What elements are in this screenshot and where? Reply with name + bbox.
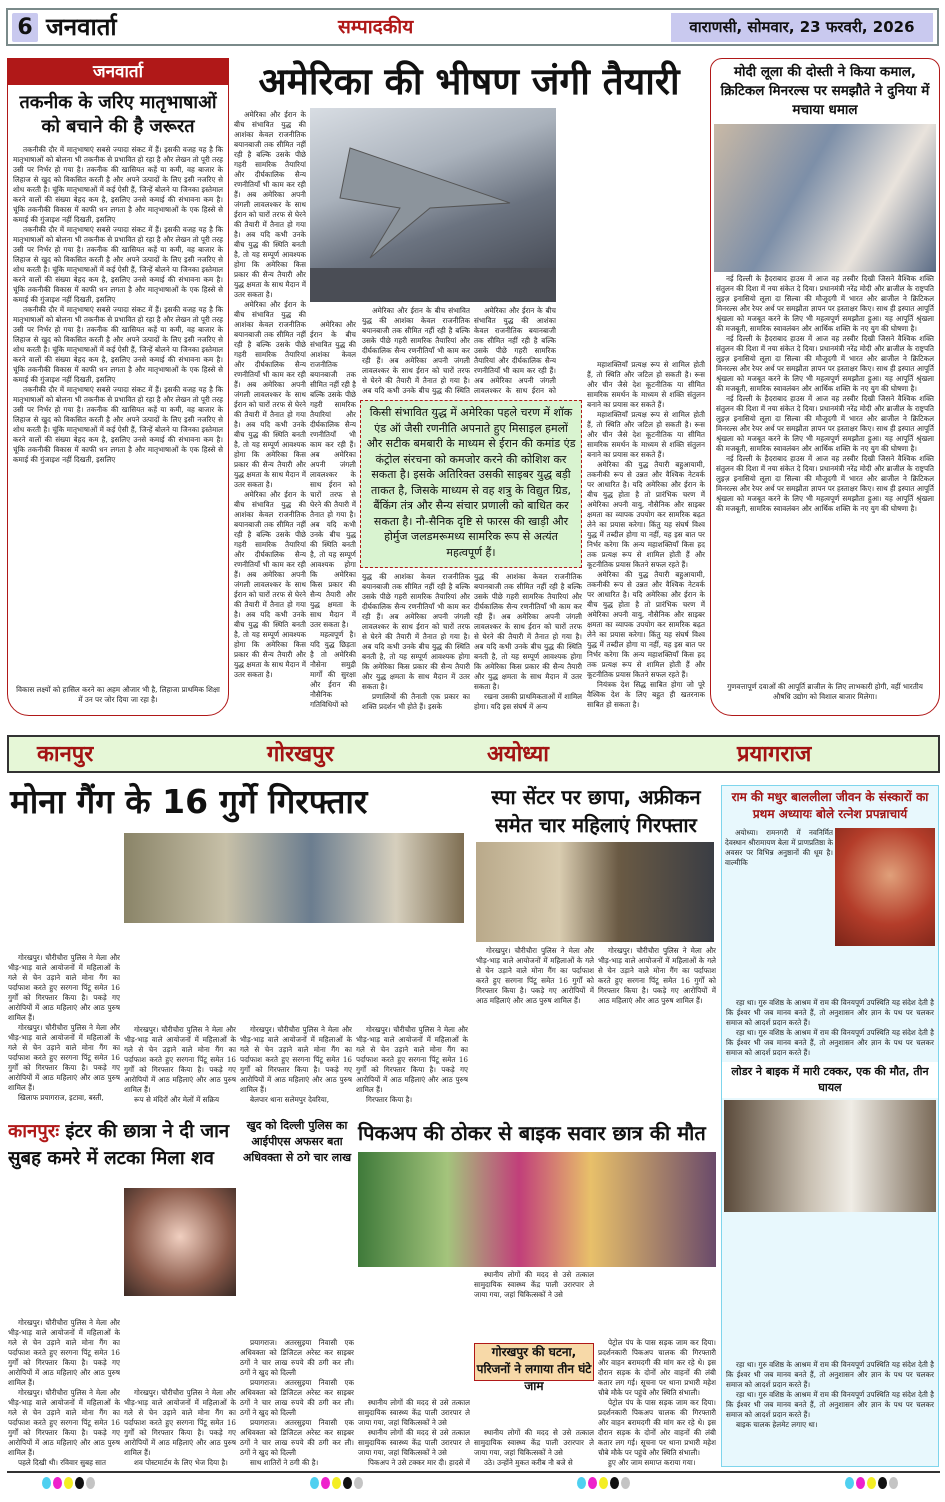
bottom-rule <box>7 1471 940 1473</box>
kanpur-col2-tail: शव पोस्टमार्टम के लिए भेज दिया है। <box>134 1458 228 1467</box>
student-photo <box>124 1188 236 1296</box>
gorakhpur-col-1 <box>8 835 120 1103</box>
main-col-4 <box>474 306 556 396</box>
registration-dot-black <box>610 1477 619 1489</box>
fraud-para: प्रयागराज। अतरसुइया निवासी एक अधिवक्ता को डिजिटल अरेस्ट कर साइबर ठगों ने चार लाख रुपये की ठगी कर ली। ठगों ने खुद को दिल्ली <box>240 1378 354 1417</box>
main-col-4-lower <box>474 572 582 712</box>
pickup-para: स्थानीय लोगों की मदद से उसे तत्काल सामुदायिक स्वास्थ्य केंद्र पाली उरारपार ले जाया गया, जहां चिकित्सकों ने उसे <box>358 1428 470 1457</box>
fraud-para: प्रयागराज। अतरसुइया निवासी एक अधिवक्ता को डिजिटल अरेस्ट कर साइबर ठगों ने चार लाख रुपये की ठगी कर ली। ठगों ने खुद को दिल्ली <box>240 1338 354 1377</box>
main-col-3-bottom: प्रणालियों की तैनाती एक प्रकार का शक्ति प्रदर्शन भी होते हैं। इसके <box>362 692 470 711</box>
city-prayagraj: प्रयागराज <box>737 742 812 767</box>
city-bar <box>7 735 940 773</box>
left-article-headline: तकनीक के जरिए मातृभाषाओं को बचाने की है जरूरत <box>19 92 217 137</box>
main-col-3 <box>362 306 470 396</box>
main-col-5-top: महाशक्तियाँ प्रत्यक्ष रूप से शामिल होती हैं, तो स्थिति और जटिल हो सकती है। रूस और चीन जैसे देश कूटनीतिक या सीमित सामरिक समर्थन के माध्यम से शक्ति संतुलन बनाने का प्रयास कर सकते हैं। <box>587 360 705 409</box>
prayagraj-para: रहा था। गुरु वशिष्ठ के आश्रम में राम की विनयपूर्ण उपस्थिति यह संदेश देती है कि ईश्वर भी जब मानव बनते हैं, तो अनुशासन और ज्ञान के पथ पर चलकर समाज को आदर्श प्रदान करते हैं। <box>726 998 934 1027</box>
gorakhpur-para: गोरखपुर। चौरीचौरा पुलिस ने मेला और भीड़-भाड़ वाले आयोजनों में महिलाओं के गले से चेन उड़ाने वाले मोना गैंग का पर्दाफाश करते हुए सरगना पिंटू समेत 16 गुर्गों को गिरफ्तार किया है। पकड़े गए आरोपियों में आठ महिलाएं और आठ पुरुष शामिल हैं। <box>8 953 120 1022</box>
registration-dot-grey <box>354 1477 363 1489</box>
page-number: 6 <box>12 13 38 42</box>
main-col-4-lower-text: युद्ध की आशंका केवल राजनीतिक बयानबाजी तक सीमित नहीं रही है बल्कि उसके पीछे गहरी सामरिक तैयारियां और दीर्घकालिक सैन्य रणनीतियाँ भी काम कर रही हैं। अब अमेरिका अपनी जंगली लावलश्कर के साथ ईरान को चारों तरफ से घेरने की तैयारी में तैनात हो गया है। अब यदि कभी उनके बीच युद्ध की स्थिति बनती है, तो यह सम्पूर्ण आवश्यक होगा कि अमेरिका किस प्रकार की सैन्य तैयारी और युद्ध क्षमता के साथ मैदान में उतर सकता है। <box>474 572 582 691</box>
pickup-tail: पिकअप ने उसे टक्कर मार दी। हादसे में <box>368 1458 470 1467</box>
gorakhpur-para: गोरखपुर। चौरीचौरा पुलिस ने मेला और भीड़-भाड़ वाले आयोजनों में महिलाओं के गले से चेन उड़ाने वाले मोना गैंग का पर्दाफाश करते हुए सरगना पिंटू समेत 16 गुर्गों को गिरफ्तार किया है। पकड़े गए आरोपियों में आठ महिलाएं और आठ पुरुष शामिल हैं। <box>8 1023 120 1092</box>
pull-quote: किसी संभावित युद्ध में अमेरिका पहले चरण में शॉक एंड ऑ जैसी रणनीति अपनाते हुए मिसाइल हमलों और सटीक बमबारी के माध्यम से ईरान की कमांड एंड कंट्रोल संरचना को कमजोर करने की कोशिश कर सकता है। इसके अतिरिक्त उसकी साइबर युद्ध बड़ी ताकत है, जिसके माध्यम से वह शत्रु के विद्युत ग्रिड, बैंकिंग तंत्र और सैन्य संचार प्रणाली को बाधित कर सकता है। नौ-सैनिक दृष्टि से फारस की खाड़ी और होर्मुज जलडमरूमध्य सामरिक रूप से अत्यंत महत्वपूर्ण हैं। <box>360 400 582 568</box>
gorakhpur-col-2 <box>124 930 236 1105</box>
main-col-1 <box>234 110 306 710</box>
pickup-headline: पिकअप की ठोकर से बाइक सवार छात्र की मौत <box>358 1121 706 1145</box>
pickup-para: स्थानीय लोगों की मदद से उसे तत्काल सामुदायिक स्वास्थ्य केंद्र पाली उरारपार ले जाया गया, जहां चिकित्सकों ने उसे <box>358 1398 470 1427</box>
main-col-5-mid: अमेरिका की युद्ध तैयारी बहुआयामी, तकनीकी रूप से उन्नत और वैश्विक नेटवर्क पर आधारित है। यदि अमेरिका और ईरान के बीच युद्ध होता है तो प्रारंभिक चरण में अमेरिका अपनी वायु, नौसैनिक और साइबर क्षमता का व्यापक उपयोग कर सामरिक बढ़त लेने का प्रयास करेगा। किंतु यह संघर्ष विश्व युद्ध में तब्दील होगा या नहीं, यह इस बात पर निर्भर करेगा कि अन्य महाशक्तियाँ किस हद तक प्रत्यक्ष रूप से शामिल होती हैं और कूटनीतिक प्रयास कितने सफल रहते हैं। <box>587 570 705 679</box>
loader-para: रहा था। गुरु वशिष्ठ के आश्रम में राम की विनयपूर्ण उपस्थिति यह संदेश देती है कि ईश्वर भी जब मानव बनते हैं, तो अनुशासन और ज्ञान के पथ पर चलकर समाज को आदर्श प्रदान करते हैं। <box>726 1390 934 1419</box>
city-kanpur: कानपुर <box>37 742 94 767</box>
pickup-col-2 <box>474 1270 594 1340</box>
main-col-3-lower-text: युद्ध की आशंका केवल राजनीतिक बयानबाजी तक सीमित नहीं रही है बल्कि उसके पीछे गहरी सामरिक तैयारियां और दीर्घकालिक सैन्य रणनीतियाँ भी काम कर रही हैं। अब अमेरिका अपनी जंगली लावलश्कर के साथ ईरान को चारों तरफ से घेरने की तैयारी में तैनात हो गया है। अब यदि कभी उनके बीच युद्ध की स्थिति बनती है, तो यह सम्पूर्ण आवश्यक होगा कि अमेरिका किस प्रकार की सैन्य तैयारी और युद्ध क्षमता के साथ मैदान में उतर सकता है। <box>362 572 470 691</box>
kanpur-headline-prefix: कानपुरः <box>8 1121 60 1142</box>
gorakhpur-col-4 <box>356 930 468 1105</box>
right-article-para: नई दिल्ली के हैदराबाद हाउस में आज वह तस्वीर दिखी जिसने वैश्विक शक्ति संतुलन की दिशा में नया संकेत दे दिया। प्रधानमंत्री नरेंद्र मोदी और ब्राजील के राष्ट्रपति लुइज़ इनासियो लूला दा सिल्वा की मौजूदगी में भारत और ब्राजील ने क्रिटिकल मिनरल्स और रेयर अर्थ पर समझौता ज्ञापन पर हस्ताक्षर किए। साथ ही इस्पात आपूर्ति श्रृंखला को मजबूत करने के लिए भी महत्वपूर्ण समझौता हुआ। यह आपूर्ति श्रृंखला की मजबूती, सामरिक स्वावलंबन और आर्थिक शक्ति के नए युग की घोषणा है। <box>716 274 934 333</box>
prayagraj-para: अयोध्या। रामनगरी में नवनिर्मित देवस्थान श्रीरामायण बेला में प्राणप्रतिष्ठा के अवसर पर विभिन्न अनुष्ठानों की धूम है। वाल्मीकि <box>725 828 833 867</box>
left-article-closing: विकास लक्ष्यों को हासिल करने का अहम औजार भी है, लिहाजा प्राथमिक शिक्षा में उन पर जोर दिया जा रहा है। <box>16 685 220 704</box>
left-article-para: तकनीकी दौर में मातृभाषाएं सबसे ज्यादा संकट में हैं। इसकी वजह यह है कि मातृभाषाओं को बोलना भी तकनीक से प्रभावित हो रहा है और लेखन तो पूरी तरह उसी पर निर्भर हो गया है। तकनीक की खासियत कहें या कमी, वह बाजार के लिहाज से खुद को विकसित करती है और अपने उत्पादों के लिए इसी नजरिए से शोध करती है। चूंकि मातृभाषाओं में कई ऐसी हैं, जिन्हें बोलने या जिनका इस्तेमाल करने वालों की संख्या बेहद कम है, इसलिए उनसे कमाई की संभावना कम है। चूंकि तकनीकी विकास में काफी धन लगता है और मातृभाषाओं के एक हिस्से से कमाई की गुंजाइश नहीं दिखती, इसलिए <box>13 385 223 464</box>
spa-raid-photo <box>476 842 714 942</box>
fraud-body <box>240 1172 354 1468</box>
registration-dot-magenta <box>588 1477 597 1489</box>
fighter-jet-photo <box>310 108 556 302</box>
left-article-band: जनवार्ता <box>8 59 228 85</box>
prayagraj-para: रहा था। गुरु वशिष्ठ के आश्रम में राम की विनयपूर्ण उपस्थिति यह संदेश देती है कि ईश्वर भी जब मानव बनते हैं, तो अनुशासन और ज्ञान के पथ पर चलकर समाज को आदर्श प्रदान करते हैं। <box>726 1028 934 1057</box>
registration-mark-group <box>42 1477 95 1485</box>
left-article <box>7 58 229 716</box>
registration-dot-cyan <box>845 1477 854 1489</box>
gorakhpur-tail: खिलाफ प्रयागराज, इटावा, बस्ती, <box>18 1093 104 1102</box>
pickup-para: स्थानीय लोगों की मदद से उसे तत्काल सामुदायिक स्वास्थ्य केंद्र पाली उरारपार ले जाया गया, जहां चिकित्सकों ने उसे <box>474 1270 594 1299</box>
fraud-tail: साथ शातिरों ने ठगी की है। <box>250 1458 319 1467</box>
main-col-1-text: अमेरिका और ईरान के बीच संभावित युद्ध की आशंका केवल राजनीतिक बयानबाजी तक सीमित नहीं रही है बल्कि उसके पीछे गहरी सामरिक तैयारियां और दीर्घकालिक सैन्य रणनीतियाँ भी काम कर रही हैं। अब अमेरिका अपनी जंगली लावलश्कर के साथ ईरान को चारों तरफ से घेरने की तैयारी में तैनात हो गया है। अब यदि कभी उनके बीच युद्ध की स्थिति बनती है, तो यह सम्पूर्ण आवश्यक होगा कि अमेरिका किस प्रकार की सैन्य तैयारी और युद्ध क्षमता के साथ मैदान में उतर सकता है। <box>234 110 306 299</box>
masthead <box>6 8 939 46</box>
main-col-2 <box>310 306 356 710</box>
main-col-5-top: महाशक्तियाँ प्रत्यक्ष रूप से शामिल होती हैं, तो स्थिति और जटिल हो सकती है। रूस और चीन जैसे देश कूटनीतिक या सीमित सामरिक समर्थन के माध्यम से शक्ति संतुलन बनाने का प्रयास कर सकते हैं। <box>587 410 705 459</box>
main-col-5 <box>587 110 705 710</box>
ayodhya-col-1 <box>476 946 594 1101</box>
main-col-1-text: अमेरिका और ईरान के बीच संभावित युद्ध की आशंका केवल राजनीतिक बयानबाजी तक सीमित नहीं रही है बल्कि उसके पीछे गहरी सामरिक तैयारियां और दीर्घकालिक सैन्य रणनीतियाँ भी काम कर रही हैं। अब अमेरिका अपनी जंगली लावलश्कर के साथ ईरान को चारों तरफ से घेरने की तैयारी में तैनात हो गया है। अब यदि कभी उनके बीच युद्ध की स्थिति बनती है, तो यह सम्पूर्ण आवश्यक होगा कि अमेरिका किस प्रकार की सैन्य तैयारी और युद्ध क्षमता के साथ मैदान में उतर सकता है। <box>234 490 306 679</box>
loader-body <box>722 1212 938 1432</box>
prayagraj-box <box>721 785 939 1467</box>
left-article-body <box>8 145 228 685</box>
kanpur-para: गोरखपुर। चौरीचौरा पुलिस ने मेला और भीड़-भाड़ वाले आयोजनों में महिलाओं के गले से चेन उड़ाने वाले मोना गैंग का पर्दाफाश करते हुए सरगना पिंटू समेत 16 गुर्गों को गिरफ्तार किया है। पकड़े गए आरोपियों में आठ महिलाएं और आठ पुरुष शामिल हैं। <box>8 1388 120 1457</box>
right-article-body <box>711 272 939 682</box>
registration-mark-group <box>577 1477 630 1485</box>
gorakhpur-col-3 <box>240 930 352 1105</box>
kanpur-col-1 <box>8 1184 120 1468</box>
gorakhpur-para: गोरखपुर। चौरीचौरा पुलिस ने मेला और भीड़-भाड़ वाले आयोजनों में महिलाओं के गले से चेन उड़ाने वाले मोना गैंग का पर्दाफाश करते हुए सरगना पिंटू समेत 16 गुर्गों को गिरफ्तार किया है। पकड़े गए आरोपियों में आठ महिलाएं और आठ पुरुष शामिल हैं। <box>240 1025 352 1094</box>
loader-accident-photo <box>724 1100 936 1212</box>
kanpur-headline-text: इंटर की छात्रा ने दी जान सुबह कमरे में लटका मिला शव <box>8 1121 230 1169</box>
kanpur-tail: पहले दिखी थी। रविवार सुबह सात <box>18 1458 106 1467</box>
right-article-para: नई दिल्ली के हैदराबाद हाउस में आज वह तस्वीर दिखी जिसने वैश्विक शक्ति संतुलन की दिशा में नया संकेत दे दिया। प्रधानमंत्री नरेंद्र मोदी और ब्राजील के राष्ट्रपति लुइज़ इनासियो लूला दा सिल्वा की मौजूदगी में भारत और ब्राजील ने क्रिटिकल मिनरल्स और रेयर अर्थ पर समझौता ज्ञापन पर हस्ताक्षर किए। साथ ही इस्पात आपूर्ति श्रृंखला को मजबूत करने के लिए भी महत्वपूर्ण समझौता हुआ। यह आपूर्ति श्रृंखला की मजबूती, सामरिक स्वावलंबन और आर्थिक शक्ति के नए युग की घोषणा है। <box>716 334 934 393</box>
gorakhpur-headline: मोना गैंग के 16 गुर्गे गिरफ्तार <box>10 782 368 821</box>
right-article-para: नई दिल्ली के हैदराबाद हाउस में आज वह तस्वीर दिखी जिसने वैश्विक शक्ति संतुलन की दिशा में नया संकेत दे दिया। प्रधानमंत्री नरेंद्र मोदी और ब्राजील के राष्ट्रपति लुइज़ इनासियो लूला दा सिल्वा की मौजूदगी में भारत और ब्राजील ने क्रिटिकल मिनरल्स और रेयर अर्थ पर समझौता ज्ञापन पर हस्ताक्षर किए। साथ ही इस्पात आपूर्ति श्रृंखला को मजबूत करने के लिए भी महत्वपूर्ण समझौता हुआ। यह आपूर्ति श्रृंखला की मजबूती, सामरिक स्वावलंबन और आर्थिक शक्ति के नए युग की घोषणा है। <box>716 454 934 513</box>
gorakhpur-col2-tail: रूप से मंदिरों और मेलों में सक्रिय <box>134 1095 220 1104</box>
city-ayodhya: अयोध्या <box>487 742 549 767</box>
modi-lula-photo <box>714 124 936 272</box>
paper-name: जनवार्ता <box>46 13 117 41</box>
registration-dot-yellow <box>64 1477 73 1489</box>
right-article-headline: मोदी लूला की दोस्ती ने किया कमाल, क्रिटिकल मिनरल्स पर समझौते ने दुनिया में मचाया धमाल <box>720 64 930 118</box>
pickup-col-2-lower <box>474 1385 594 1468</box>
pickup-para: स्थानीय लोगों की मदद से उसे तत्काल सामुदायिक स्वास्थ्य केंद्र पाली उरारपार ले जाया गया, जहां चिकित्सकों ने उसे <box>474 1428 594 1457</box>
registration-dot-grey <box>889 1477 898 1489</box>
loader-headline: लोडर ने बाइक में मारी टक्कर, एक की मौत, तीन घायल <box>722 1062 938 1098</box>
loader-para: रहा था। गुरु वशिष्ठ के आश्रम में राम की विनयपूर्ण उपस्थिति यह संदेश देती है कि ईश्वर भी जब मानव बनते हैं, तो अनुशासन और ज्ञान के पथ पर चलकर समाज को आदर्श प्रदान करते हैं। <box>726 1360 934 1389</box>
main-col-5-bottom: नियंत्रक देश सिद्ध साबित होगा जो पूरे वैश्विक देश के लिए बहुत ही खतरनाक साबित हो सकता है। <box>587 680 705 709</box>
registration-dot-yellow <box>599 1477 608 1489</box>
gorakhpur-para: गोरखपुर। चौरीचौरा पुलिस ने मेला और भीड़-भाड़ वाले आयोजनों में महिलाओं के गले से चेन उड़ाने वाले मोना गैंग का पर्दाफाश करते हुए सरगना पिंटू समेत 16 गुर्गों को गिरफ्तार किया है। पकड़े गए आरोपियों में आठ महिलाएं और आठ पुरुष शामिल हैं। <box>124 1025 236 1094</box>
right-article <box>710 58 940 716</box>
pickup-para: पेट्रोल पंप के पास सड़क जाम कर दिया। प्रदर्शनकारी पिकअप चालक की गिरफ्तारी और वाहन बरामदगी की मांग कर रहे थे। इस दौरान सड़क के दोनों ओर वाहनों की लंबी कतार लग गई। सूचना पर थाना प्रभारी महेश चौबे मौके पर पहुंचे और स्थिति संभाली। <box>598 1338 716 1397</box>
kanpur-para: गोरखपुर। चौरीचौरा पुलिस ने मेला और भीड़-भाड़ वाले आयोजनों में महिलाओं के गले से चेन उड़ाने वाले मोना गैंग का पर्दाफाश करते हुए सरगना पिंटू समेत 16 गुर्गों को गिरफ्तार किया है। पकड़े गए आरोपियों में आठ महिलाएं और आठ पुरुष शामिल हैं। <box>8 1318 120 1387</box>
city-gorakhpur: गोरखपुर <box>267 742 334 767</box>
right-article-closing: गुणवत्तापूर्ण दवाओं की आपूर्ति ब्राजील के लिए लाभकारी होगी, वहीं भारतीय औषधि उद्योग को विशाल बाजार मिलेगा। <box>727 682 923 701</box>
registration-mark-group <box>310 1477 363 1485</box>
accident-family-photo <box>358 1152 716 1267</box>
pickup-col-3 <box>598 1270 716 1468</box>
registration-dot-magenta <box>321 1477 330 1489</box>
registration-dot-yellow <box>332 1477 341 1489</box>
prayagraj-headline: राम की मधुर बाललीला जीवन के संस्कारों का प्रथम अध्यायः बोले रत्नेश प्रपन्नाचार्य <box>731 790 929 821</box>
prayagraj-body-top <box>725 828 833 948</box>
registration-dot-black <box>343 1477 352 1489</box>
left-article-para: तकनीकी दौर में मातृभाषाएं सबसे ज्यादा संकट में हैं। इसकी वजह यह है कि मातृभाषाओं को बोलना भी तकनीक से प्रभावित हो रहा है और लेखन तो पूरी तरह उसी पर निर्भर हो गया है। तकनीक की खासियत कहें या कमी, वह बाजार के लिहाज से खुद को विकसित करती है और अपने उत्पादों के लिए इसी नजरिए से शोध करती है। चूंकि मातृभाषाओं में कई ऐसी हैं, जिन्हें बोलने या जिनका इस्तेमाल करने वालों की संख्या बेहद कम है, इसलिए उनसे कमाई की संभावना कम है। चूंकि तकनीकी विकास में काफी धन लगता है और मातृभाषाओं के एक हिस्से से कमाई की गुंजाइश नहीं दिखती, इसलिए <box>13 225 223 304</box>
gorakhpur-col4-tail: गिरफ्तार किया है। <box>366 1095 413 1104</box>
registration-dot-yellow <box>867 1477 876 1489</box>
pickup-sidebox: गोरखपुर की घटना, परिजनों ने लगाया तीन घंटे जाम <box>474 1343 594 1381</box>
main-col-3-text: अमेरिका और ईरान के बीच संभावित युद्ध की आशंका केवल राजनीतिक बयानबाजी तक सीमित नहीं रही है बल्कि उसके पीछे गहरी सामरिक तैयारियां और दीर्घकालिक सैन्य रणनीतियाँ भी काम कर रही हैं। अब अमेरिका अपनी जंगली लावलश्कर के साथ ईरान को चारों तरफ से घेरने की तैयारी में तैनात हो गया है। अब यदि कभी उनके बीच युद्ध की स्थिति <box>362 306 470 395</box>
registration-dot-cyan <box>42 1477 51 1489</box>
loader-tail: बाइक चालक हेलमेट लगाए था। <box>736 1420 818 1429</box>
pickup-para: पेट्रोल पंप के पास सड़क जाम कर दिया। प्रदर्शनकारी पिकअप चालक की गिरफ्तारी और वाहन बरामदगी की मांग कर रहे थे। इस दौरान सड़क के दोनों ओर वाहनों की लंबी कतार लग गई। सूचना पर थाना प्रभारी महेश चौबे मौके पर पहुंचे और स्थिति संभाली। <box>598 1398 716 1457</box>
kanpur-headline <box>8 1118 236 1180</box>
jet-illustration <box>310 108 556 302</box>
gang-arrest-photo <box>124 833 464 923</box>
ayodhya-para: गोरखपुर। चौरीचौरा पुलिस ने मेला और भीड़-भाड़ वाले आयोजनों में महिलाओं के गले से चेन उड़ाने वाले मोना गैंग का पर्दाफाश करते हुए सरगना पिंटू समेत 16 गुर्गों को गिरफ्तार किया है। पकड़े गए आरोपियों में आठ महिलाएं और आठ पुरुष शामिल हैं। <box>598 946 716 1005</box>
registration-dot-cyan <box>310 1477 319 1489</box>
main-col-4-text: अमेरिका और ईरान के बीच संभावित युद्ध की आशंका केवल राजनीतिक बयानबाजी तक सीमित नहीं रही है बल्कि उसके पीछे गहरी सामरिक तैयारियां और दीर्घकालिक सैन्य रणनीतियाँ भी काम कर रही हैं। अब अमेरिका अपनी जंगली लावलश्कर के साथ ईरान को <box>474 306 556 395</box>
fraud-para: प्रयागराज। अतरसुइया निवासी एक अधिवक्ता को डिजिटल अरेस्ट कर साइबर ठगों ने चार लाख रुपये की ठगी कर ली। ठगों ने खुद को दिल्ली <box>240 1418 354 1457</box>
registration-dot-magenta <box>856 1477 865 1489</box>
main-col-4-bottom: रखना उसकी प्राथमिकताओं में शामिल होगा। यदि इस संघर्ष में अन्य <box>474 692 582 711</box>
registration-dot-grey <box>621 1477 630 1489</box>
speaker-photo <box>835 828 935 946</box>
registration-dot-cyan <box>577 1477 586 1489</box>
registration-mark-group <box>845 1477 898 1485</box>
ayodhya-para: गोरखपुर। चौरीचौरा पुलिस ने मेला और भीड़-भाड़ वाले आयोजनों में महिलाओं के गले से चेन उड़ाने वाले मोना गैंग का पर्दाफाश करते हुए सरगना पिंटू समेत 16 गुर्गों को गिरफ्तार किया है। पकड़े गए आरोपियों में आठ महिलाएं और आठ पुरुष शामिल हैं। <box>476 946 594 1005</box>
gorakhpur-para: गोरखपुर। चौरीचौरा पुलिस ने मेला और भीड़-भाड़ वाले आयोजनों में महिलाओं के गले से चेन उड़ाने वाले मोना गैंग का पर्दाफाश करते हुए सरगना पिंटू समेत 16 गुर्गों को गिरफ्तार किया है। पकड़े गए आरोपियों में आठ महिलाएं और आठ पुरुष शामिल हैं। <box>356 1025 468 1094</box>
fraud-headline: खुद को दिल्ली पुलिस का आईपीएस अफसर बता अधिवक्ता से ठगे चार लाख <box>242 1119 352 1164</box>
main-col-2-bottom: महत्वपूर्ण है। यदि युद्ध छिड़ता है तो अमेरिकी नौसेना समुद्री मार्गों की सुरक्षा और ईरान की नौसैनिक गतिविधियों को <box>310 630 356 709</box>
ayodhya-headline: स्पा सेंटर पर छापा, अफ्रीकन समेत चार महिलाएं गिरफ्तार <box>491 785 701 837</box>
kanpur-col-2 <box>124 1300 236 1468</box>
registration-dot-black <box>878 1477 887 1489</box>
left-article-para: तकनीकी दौर में मातृभाषाएं सबसे ज्यादा संकट में हैं। इसकी वजह यह है कि मातृभाषाओं को बोलना भी तकनीक से प्रभावित हो रहा है और लेखन तो पूरी तरह उसी पर निर्भर हो गया है। तकनीक की खासियत कहें या कमी, वह बाजार के लिहाज से खुद को विकसित करती है और अपने उत्पादों के लिए इसी नजरिए से शोध करती है। चूंकि मातृभाषाओं में कई ऐसी हैं, जिन्हें बोलने या जिनका इस्तेमाल करने वालों की संख्या बेहद कम है, इसलिए उनसे कमाई की संभावना कम है। चूंकि तकनीकी विकास में काफी धन लगता है और मातृभाषाओं के एक हिस्से से कमाई की गुंजाइश नहीं दिखती, इसलिए <box>13 305 223 384</box>
main-col-5-mid: अमेरिका की युद्ध तैयारी बहुआयामी, तकनीकी रूप से उन्नत और वैश्विक नेटवर्क पर आधारित है। यदि अमेरिका और ईरान के बीच युद्ध होता है तो प्रारंभिक चरण में अमेरिका अपनी वायु, नौसैनिक और साइबर क्षमता का व्यापक उपयोग कर सामरिक बढ़त लेने का प्रयास करेगा। किंतु यह संघर्ष विश्व युद्ध में तब्दील होगा या नहीं, यह इस बात पर निर्भर करेगा कि अन्य महाशक्तियाँ किस हद तक प्रत्यक्ष रूप से शामिल होती हैं और कूटनीतिक प्रयास कितने सफल रहते हैं। <box>587 460 705 569</box>
right-article-para: नई दिल्ली के हैदराबाद हाउस में आज वह तस्वीर दिखी जिसने वैश्विक शक्ति संतुलन की दिशा में नया संकेत दे दिया। प्रधानमंत्री नरेंद्र मोदी और ब्राजील के राष्ट्रपति लुइज़ इनासियो लूला दा सिल्वा की मौजूदगी में भारत और ब्राजील ने क्रिटिकल मिनरल्स और रेयर अर्थ पर समझौता ज्ञापन पर हस्ताक्षर किए। साथ ही इस्पात आपूर्ति श्रृंखला को मजबूत करने के लिए भी महत्वपूर्ण समझौता हुआ। यह आपूर्ति श्रृंखला की मजबूती, सामरिक स्वावलंबन और आर्थिक शक्ति के नए युग की घोषणा है। <box>716 394 934 453</box>
ayodhya-col-2 <box>598 946 716 1101</box>
pickup-col-1 <box>358 1270 470 1468</box>
dateline: वाराणसी, सोमवार, 23 फरवरी, 2026 <box>671 13 933 42</box>
pickup-tail: हुए और जाम समाप्त कराया गया। <box>608 1458 696 1467</box>
left-article-para: तकनीकी दौर में मातृभाषाएं सबसे ज्यादा संकट में हैं। इसकी वजह यह है कि मातृभाषाओं को बोलना भी तकनीक से प्रभावित हो रहा है और लेखन तो पूरी तरह उसी पर निर्भर हो गया है। तकनीक की खासियत कहें या कमी, वह बाजार के लिहाज से खुद को विकसित करती है और अपने उत्पादों के लिए इसी नजरिए से शोध करती है। चूंकि मातृभाषाओं में कई ऐसी हैं, जिन्हें बोलने या जिनका इस्तेमाल करने वालों की संख्या बेहद कम है, इसलिए उनसे कमाई की संभावना कम है। चूंकि तकनीकी विकास में काफी धन लगता है और मातृभाषाओं के एक हिस्से से कमाई की गुंजाइश नहीं दिखती, इसलिए <box>13 145 223 224</box>
main-col-2-text: अमेरिका और ईरान के बीच संभावित युद्ध की आशंका केवल राजनीतिक बयानबाजी तक सीमित नहीं रही है बल्कि उसके पीछे गहरी सामरिक तैयारियां और दीर्घकालिक सैन्य रणनीतियाँ भी काम कर रही हैं। अब अमेरिका अपनी जंगली लावलश्कर के साथ ईरान को चारों तरफ से घेरने की तैयारी में तैनात हो गया है। अब यदि कभी उनके बीच युद्ध की स्थिति बनती है, तो यह सम्पूर्ण आवश्यक होगा कि अमेरिका किस प्रकार की सैन्य तैयारी और युद्ध क्षमता के साथ मैदान में उतर सकता है। <box>310 320 356 629</box>
gorakhpur-col3-tail: बेलपार थाना सलेमपुर देवरिया, <box>250 1095 330 1104</box>
main-col-1-text: अमेरिका और ईरान के बीच संभावित युद्ध की आशंका केवल राजनीतिक बयानबाजी तक सीमित नहीं रही है बल्कि उसके पीछे गहरी सामरिक तैयारियां और दीर्घकालिक सैन्य रणनीतियाँ भी काम कर रही हैं। अब अमेरिका अपनी जंगली लावलश्कर के साथ ईरान को चारों तरफ से घेरने की तैयारी में तैनात हो गया है। अब यदि कभी उनके बीच युद्ध की स्थिति बनती है, तो यह सम्पूर्ण आवश्यक होगा कि अमेरिका किस प्रकार की सैन्य तैयारी और युद्ध क्षमता के साथ मैदान में उतर सकता है। <box>234 300 306 489</box>
main-col-3-lower <box>362 572 470 712</box>
prayagraj-body <box>722 948 938 1058</box>
main-headline: अमेरिका की भीषण जंगी तैयारी <box>258 60 680 103</box>
registration-dot-black <box>75 1477 84 1489</box>
section-title: सम्पादकीय <box>338 16 414 38</box>
registration-dot-magenta <box>53 1477 62 1489</box>
kanpur-para: गोरखपुर। चौरीचौरा पुलिस ने मेला और भीड़-भाड़ वाले आयोजनों में महिलाओं के गले से चेन उड़ाने वाले मोना गैंग का पर्दाफाश करते हुए सरगना पिंटू समेत 16 गुर्गों को गिरफ्तार किया है। पकड़े गए आरोपियों में आठ महिलाएं और आठ पुरुष शामिल हैं। <box>124 1388 236 1457</box>
registration-dot-grey <box>86 1477 95 1489</box>
pickup-tail: उठे। उन्होंने मुकत करीब नौ बजे से <box>484 1458 573 1467</box>
